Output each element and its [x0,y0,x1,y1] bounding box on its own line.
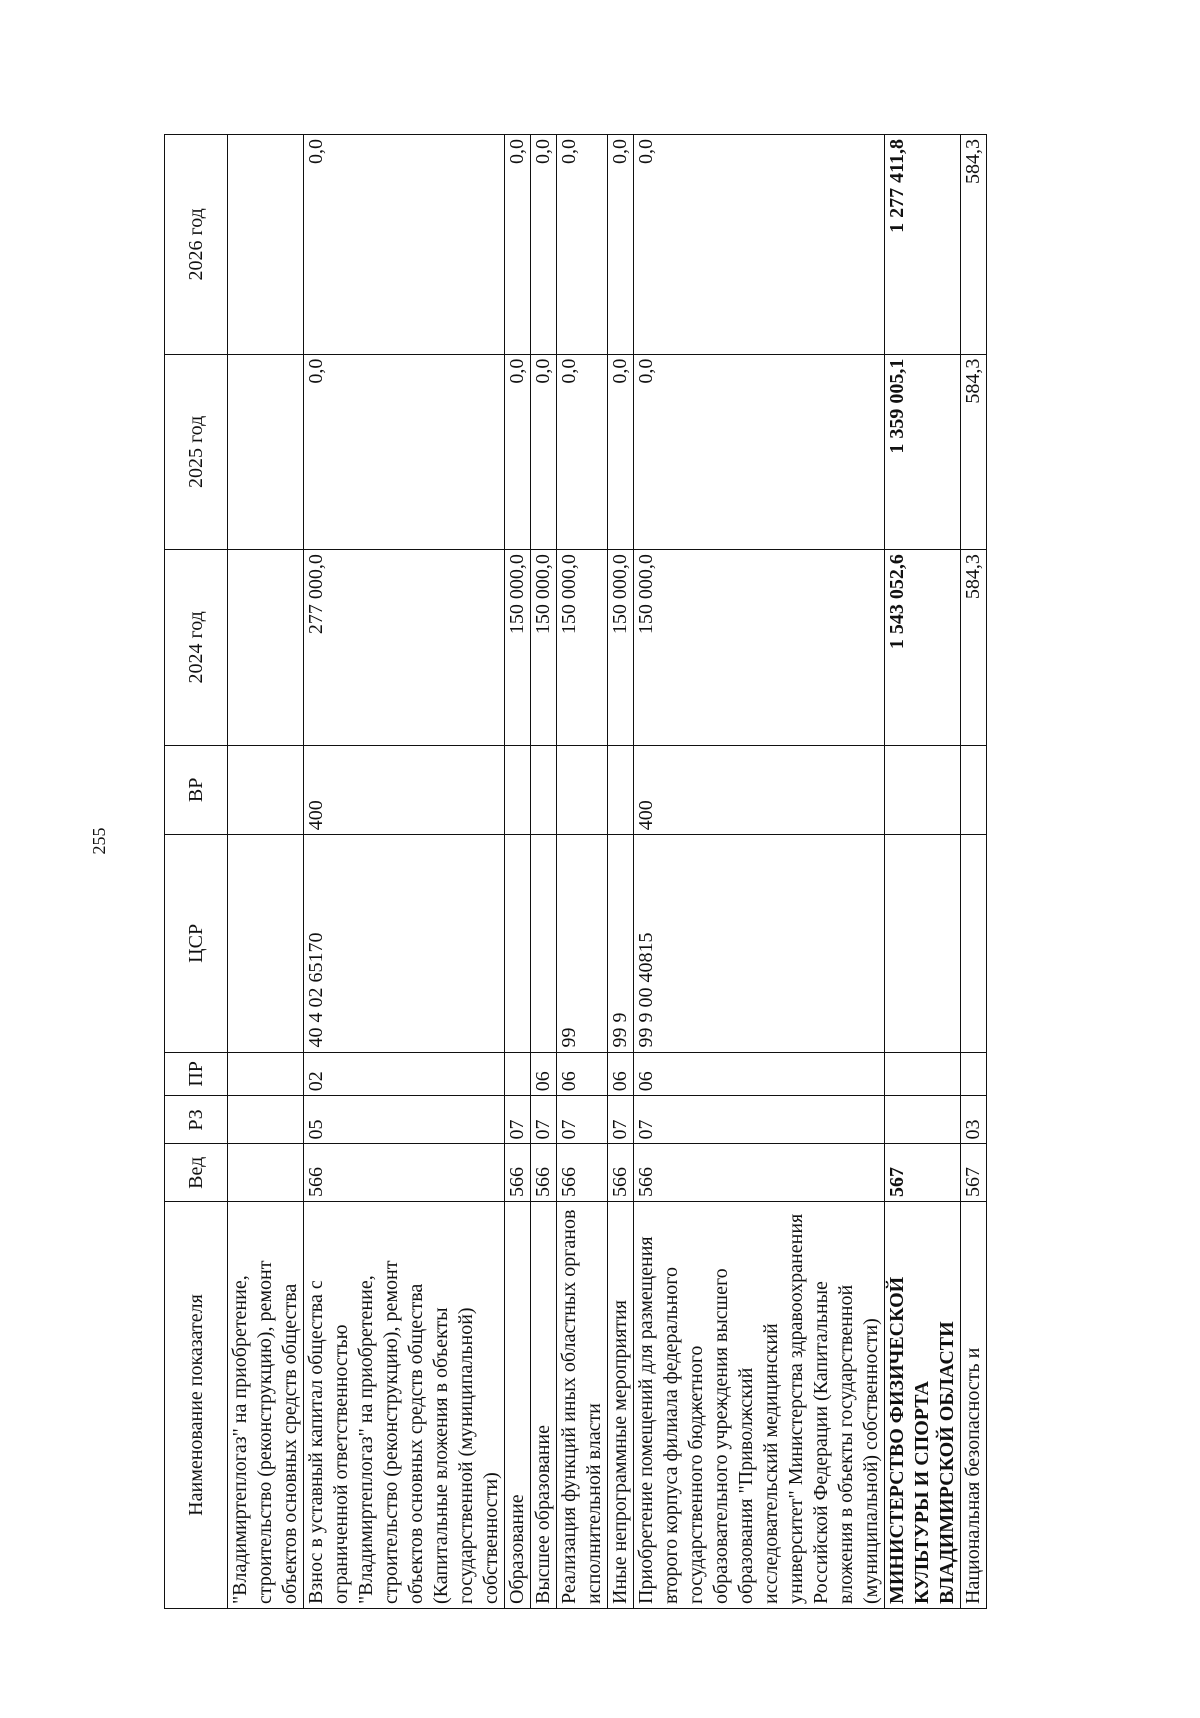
cell-2026: 584,3 [961,135,987,355]
cell-ved: 566 [304,1144,505,1201]
cell-ved: 566 [557,1144,608,1201]
cell-2025: 0,0 [634,354,885,549]
cell-name: "Владимиртеплогаз" на приобретение, строительство (реконструкцию), ремонт объектов основных средств общества [228,1201,304,1608]
cell-2026: 0,0 [304,135,505,355]
cell-2025 [228,354,304,549]
cell-pr: 06 [557,1052,608,1096]
header-pr: ПР [165,1052,228,1096]
cell-rz [885,1096,961,1144]
cell-rz: 07 [531,1096,557,1144]
cell-2026: 0,0 [608,135,634,355]
cell-csr [961,835,987,1052]
cell-pr [228,1052,304,1096]
table-row [228,135,304,1609]
table-row [961,135,987,1609]
header-ved: Вед [165,1144,228,1201]
cell-pr [885,1052,961,1096]
table-row [505,135,531,1609]
cell-2026 [228,135,304,355]
cell-csr [228,835,304,1052]
cell-2025: 584,3 [961,354,987,549]
cell-vr: 400 [304,745,505,835]
cell-rz: 07 [608,1096,634,1144]
cell-rz: 07 [505,1096,531,1144]
table-row-ministry [885,135,961,1609]
cell-ved: 566 [505,1144,531,1201]
header-rz: РЗ [165,1096,228,1144]
cell-vr: 400 [634,745,885,835]
cell-ved: 567 [961,1144,987,1201]
cell-pr [961,1052,987,1096]
cell-rz [228,1096,304,1144]
cell-pr: 06 [531,1052,557,1096]
cell-vr [961,745,987,835]
cell-2024: 150 000,0 [505,550,531,745]
rotated-page-content [164,134,1064,1609]
cell-pr: 02 [304,1052,505,1096]
cell-csr [531,835,557,1052]
cell-name: Приобретение помещений для размещения второго корпуса филиала федерального государственного бюджетного образовательного учреждения высшего образования "Приволжский исследовательский медицинский университет" Министерства здравоохранения Российской Федерации (Капитальные вложения в объекты государственной (муниципальной) собственности) [634,1201,885,1608]
table-row [557,135,608,1609]
header-vr: ВР [165,745,228,835]
cell-name: МИНИСТЕРСТВО ФИЗИЧЕСКОЙ КУЛЬТУРЫ И СПОРТА ВЛАДИМИРСКОЙ ОБЛАСТИ [885,1201,961,1608]
cell-vr [885,745,961,835]
cell-2024: 150 000,0 [557,550,608,745]
cell-ved [228,1144,304,1201]
cell-rz: 07 [634,1096,885,1144]
cell-2025: 0,0 [304,354,505,549]
cell-csr: 99 9 00 40815 [634,835,885,1052]
header-2024: 2024 год [165,550,228,745]
cell-ved: 566 [634,1144,885,1201]
cell-ved: 567 [885,1144,961,1201]
header-2025: 2025 год [165,354,228,549]
header-2026: 2026 год [165,135,228,355]
cell-2026: 0,0 [634,135,885,355]
cell-2024: 277 000,0 [304,550,505,745]
cell-2024 [228,550,304,745]
cell-pr [505,1052,531,1096]
budget-table [164,134,987,1609]
cell-name: Реализация функций иных областных органов исполнительной власти [557,1201,608,1608]
cell-pr: 06 [608,1052,634,1096]
cell-2026: 1 277 411,8 [885,135,961,355]
cell-pr: 06 [634,1052,885,1096]
cell-vr [557,745,608,835]
table-row [634,135,885,1609]
cell-2024: 1 543 052,6 [885,550,961,745]
cell-name: Национальная безопасность и [961,1201,987,1608]
cell-vr [608,745,634,835]
cell-ved: 566 [608,1144,634,1201]
cell-vr [531,745,557,835]
cell-2025: 1 359 005,1 [885,354,961,549]
cell-name: Иные непрограммные мероприятия [608,1201,634,1608]
cell-rz: 05 [304,1096,505,1144]
table-row [608,135,634,1609]
cell-vr [505,745,531,835]
header-csr: ЦСР [165,835,228,1052]
table-row [531,135,557,1609]
cell-name: Образование [505,1201,531,1608]
cell-2025: 0,0 [608,354,634,549]
cell-2026: 0,0 [531,135,557,355]
cell-2026: 0,0 [505,135,531,355]
table-row [304,135,505,1609]
cell-name: Взнос в уставный капитал общества с ограниченной ответственностью "Владимиртеплогаз" на приобретение, строительство (реконструкцию), ремонт объектов основных средств общества (Капитальные вложения в объекты государственной (муниципальной) собственности) [304,1201,505,1608]
cell-rz: 07 [557,1096,608,1144]
cell-2024: 150 000,0 [608,550,634,745]
cell-vr [228,745,304,835]
cell-2026: 0,0 [557,135,608,355]
cell-2025: 0,0 [531,354,557,549]
cell-2025: 0,0 [505,354,531,549]
cell-name: Высшее образование [531,1201,557,1608]
cell-csr: 40 4 02 65170 [304,835,505,1052]
cell-csr [885,835,961,1052]
table-header-row [165,135,228,1609]
header-name: Наименование показателя [165,1201,228,1608]
cell-2024: 150 000,0 [531,550,557,745]
cell-csr [505,835,531,1052]
cell-ved: 566 [531,1144,557,1201]
cell-csr: 99 9 [608,835,634,1052]
page-number: 255 [89,827,109,855]
cell-2025: 0,0 [557,354,608,549]
cell-rz: 03 [961,1096,987,1144]
cell-2024: 584,3 [961,550,987,745]
cell-csr: 99 [557,835,608,1052]
cell-2024: 150 000,0 [634,550,885,745]
